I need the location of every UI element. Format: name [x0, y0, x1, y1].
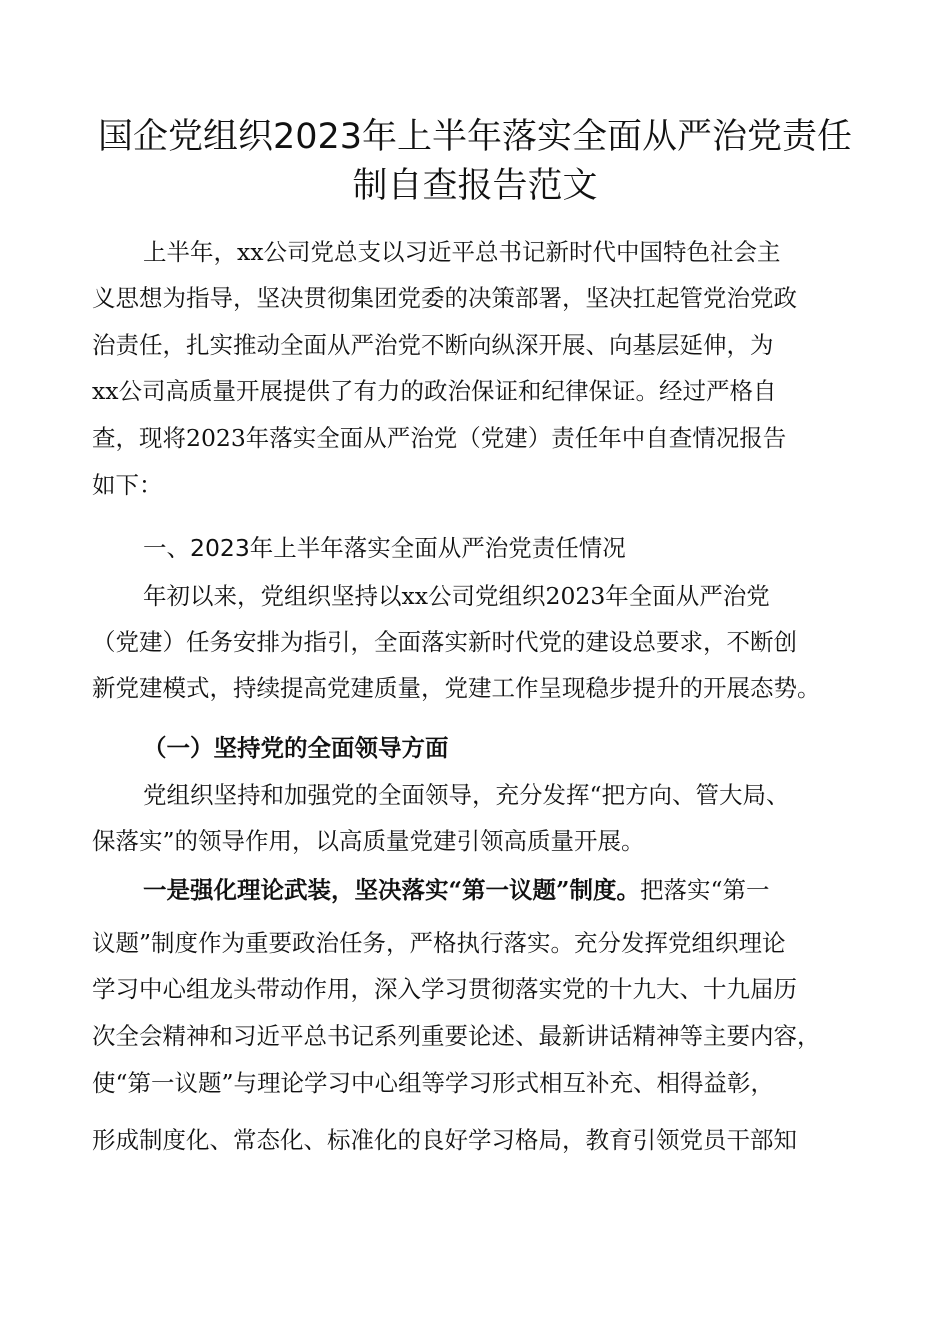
paragraph-4-first-rest: 把落实“第一: [640, 876, 770, 904]
paragraph-1-line: 查，现将2023年落实全面从严治党（党建）责任年中自查情况报告: [92, 424, 787, 452]
subsection-heading-1: （一）坚持党的全面领导方面: [143, 734, 449, 762]
paragraph-2-line: 年初以来，党组织坚持以xx公司党组织2023年全面从严治党: [143, 582, 770, 610]
paragraph-1-line: 如下：: [92, 471, 163, 499]
paragraph-2-line: 新党建模式，持续提高党建质量，党建工作呈现稳步提升的开展态势。: [92, 674, 821, 702]
paragraph-4-line: 使“第一议题”与理论学习中心组等学习形式相互补充、相得益彰，: [92, 1069, 775, 1097]
paragraph-1-line: 上半年，xx公司党总支以习近平总书记新时代中国特色社会主: [143, 238, 781, 266]
paragraph-4-line: 议题”制度作为重要政治任务，严格执行落实。充分发挥党组织理论: [92, 929, 786, 957]
paragraph-1-line: xx公司高质量开展提供了有力的政治保证和纪律保证。经过严格自: [92, 377, 777, 405]
paragraph-4-line: 形成制度化、常态化、标准化的良好学习格局，教育引领党员干部知: [92, 1126, 797, 1154]
document-title-line-2: 制自查报告范文: [352, 166, 598, 206]
paragraph-3-line: 保落实”的领导作用，以高质量党建引领高质量开展。: [92, 827, 645, 855]
paragraph-4-line: 学习中心组龙头带动作用，深入学习贯彻落实党的十九大、十九届历: [92, 975, 797, 1003]
paragraph-4-line: 次全会精神和习近平总书记系列重要论述、最新讲话精神等主要内容，: [92, 1022, 821, 1050]
paragraph-2-line: （党建）任务安排为指引，全面落实新时代党的建设总要求，不断创: [92, 628, 797, 656]
document-title-line-1: 国企党组织2023年上半年落实全面从严治党责任: [97, 117, 853, 157]
section-heading-1: 一、2023年上半年落实全面从严治党责任情况: [143, 534, 626, 562]
paragraph-1-line: 义思想为指导，坚决贯彻集团党委的决策部署，坚决扛起管党治党政: [92, 284, 797, 312]
paragraph-1-line: 治责任，扎实推动全面从严治党不断向纵深开展、向基层延伸，为: [92, 331, 774, 359]
paragraph-4-bold-lead: 一是强化理论武装，坚决落实“第一议题”制度。: [143, 876, 641, 904]
paragraph-3-line: 党组织坚持和加强党的全面领导，充分发挥“把方向、管大局、: [143, 781, 790, 809]
paragraph-4-first-line: [143, 874, 770, 906]
